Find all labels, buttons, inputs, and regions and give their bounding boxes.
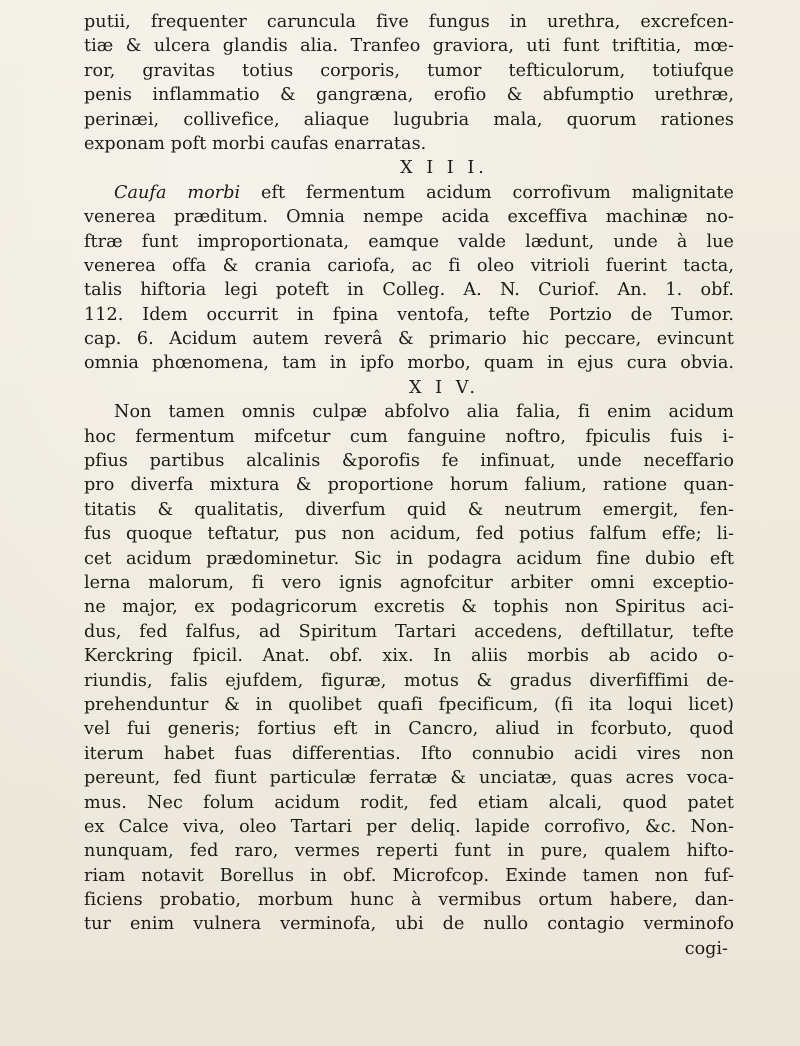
text-line: cet acidum prædominetur. Sic in podagra acidum fine dubio eft [84, 548, 734, 569]
text-line: dus, fed falfus, ad Spiritum Tartari accedens, deftillatur, tefte [84, 621, 734, 642]
text-line: tur enim vulnera verminofa, ubi de nullo contagio verminofo [84, 914, 734, 935]
text-line: ficiens probatio, morbum hunc à vermibus ortum habere, dan- [84, 890, 734, 911]
paragraph-2 [84, 181, 734, 376]
text-line: penis inflammatio & gangræna, erofio & abfumptio urethræ, [84, 85, 734, 106]
emphasis-text: Caufa morbi [114, 182, 241, 203]
text-line: pro diverfa mixtura & proportione horum falium, ratione quan- [84, 475, 734, 496]
text-line: mus. Nec folum acidum rodit, fed etiam alcali, quod patet [84, 792, 734, 813]
text-line: hoc fermentum mifcetur cum fanguine noftro, fpiculis fuis i- [84, 426, 734, 447]
text-line-rest: eft fermentum acidum corrofivum malignitate [261, 182, 734, 203]
text-line [84, 181, 734, 205]
text-line: iterum habet fuas differentias. Ifto connubio acidi vires non [84, 743, 734, 764]
text-line: 112. Idem occurrit in fpina ventofa, tefte Portzio de Tumor. [84, 304, 734, 325]
text-line: putii, frequenter caruncula five fungus in urethra, excrefcen- [84, 12, 734, 32]
paragraph-3 [84, 400, 734, 937]
text-line: ftræ funt improportionata, eamque valde lædunt, unde à lue [84, 231, 734, 252]
text-line: Kerckring fpicil. Anat. obf. xix. In aliis morbis ab acido o- [84, 646, 734, 667]
text-line: ne major, ex podagricorum excretis & tophis non Spiritus aci- [84, 597, 734, 618]
text-line: cap. 6. Acidum autem reverâ & primario hic peccare, evincunt [84, 329, 734, 350]
text-line: riam notavit Borellus in obf. Microfcop. Exinde tamen non fuf- [84, 865, 734, 886]
text-line: venerea offa & crania cariofa, ac fi oleo vitrioli fuerint tacta, [84, 255, 734, 276]
catchword: cogi- [684, 938, 728, 959]
text-line: vel fui generis; fortius eft in Cancro, aliud in fcorbuto, quod [84, 719, 734, 740]
text-line: Non tamen omnis culpæ abfolvo alia falia, fi enim acidum [114, 402, 734, 423]
text-line: fus quoque teftatur, pus non acidum, fed potius falfum effe; li- [84, 524, 734, 545]
text-line: talis hiftoria legi poteft in Colleg. A. N. Curiof. An. 1. obf. [84, 280, 734, 301]
text-line: ror, gravitas totius corporis, tumor tefticulorum, totiufque [84, 60, 734, 81]
paragraph-1 [84, 10, 734, 156]
section-heading-xiii: X I I I. [400, 158, 488, 179]
text-line: omnia phœnomena, tam in ipfo morbo, quam in ejus cura obvia. [84, 353, 734, 374]
text-line: tiæ & ulcera glandis alia. Tranfeo graviora, uti funt triftitia, mœ- [84, 36, 734, 57]
text-line: riundis, falis ejufdem, figuræ, motus & gradus diverfiffimi de- [84, 670, 734, 691]
text-line: pereunt, fed fiunt particulæ ferratæ & unciatæ, quas acres voca- [84, 768, 734, 789]
text-line: lerna malorum, fi vero ignis agnofcitur arbiter omni exceptio- [84, 572, 734, 593]
text-line: ex Calce viva, oleo Tartari per deliq. lapide corrofivo, &c. Non- [84, 816, 734, 837]
text-line: nunquam, fed raro, vermes reperti funt in pure, qualem hifto- [84, 841, 734, 862]
text-line: titatis & qualitatis, diverfum quid & neutrum emergit, fen- [84, 499, 734, 520]
text-line: prehenduntur & in quolibet quafi fpecificum, (fi ita loqui licet) [84, 694, 734, 715]
text-line: pfius partibus alcalinis &porofis fe infinuat, unde neceffario [84, 451, 734, 472]
section-heading-xiv: X I V. [409, 377, 479, 398]
text-block [84, 10, 734, 961]
text-line: venerea præditum. Omnia nempe acida exceffiva machinæ no- [84, 207, 734, 228]
text-line: exponam poft morbi caufas enarratas. [84, 133, 427, 154]
text-line: perinæi, collivefice, aliaque lugubria mala, quorum rationes [84, 109, 734, 130]
